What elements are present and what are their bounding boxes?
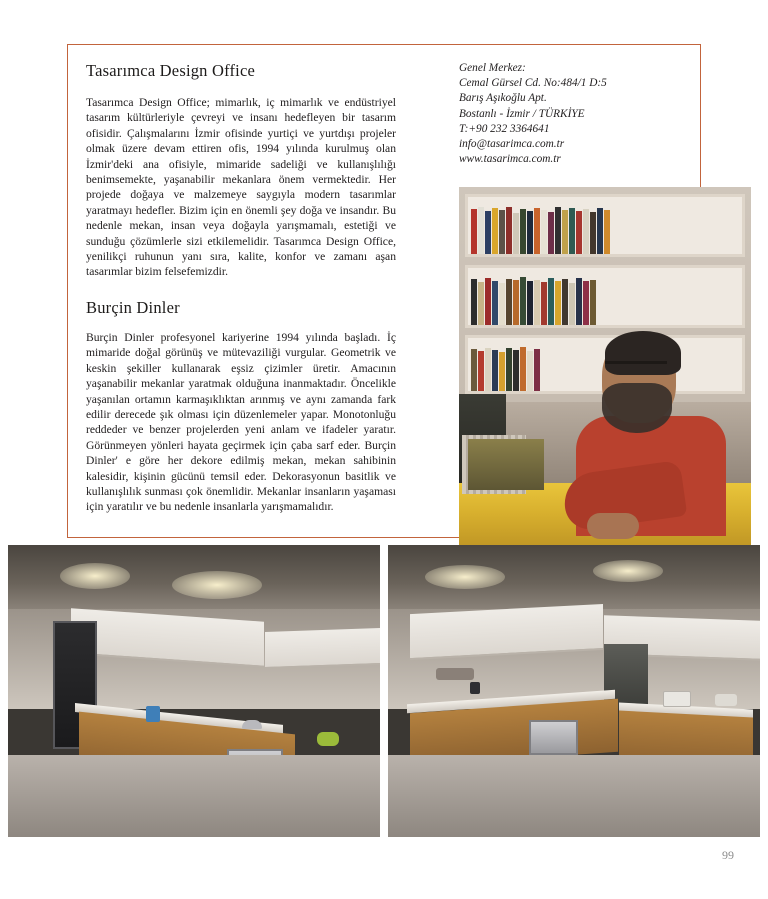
page-number: 99: [722, 848, 734, 862]
ceiling-light: [172, 571, 262, 599]
ceiling-light: [593, 560, 663, 582]
cookware: [242, 720, 262, 729]
upper-cabinets: [265, 628, 380, 669]
built-in-oven: [529, 720, 577, 755]
left-text-column: [86, 61, 396, 515]
person-hand: [587, 513, 639, 539]
microwave: [663, 691, 691, 707]
bookshelf-row: [465, 265, 745, 328]
faucet: [470, 682, 480, 694]
person-beard: [602, 383, 672, 433]
book-group: [468, 276, 742, 325]
contact-address-3: Bostanlı - İzmir / TÜRKİYE: [459, 107, 585, 120]
contact-block: [459, 61, 689, 167]
company-body: Tasarımca Design Office; mimarlık, iç mimarlık ve endüstriyel tasarım kültürleriyle çevreyi ve insanı hedefleyen bir tasarım ofisidir. Çalışmalarını İzmir ofisinde yurtiçi ve yurtdışı projeler olmak üzere devam ettiren ofis, 1994 yılında kurulmuş olan İzmir'deki ana ofisiyle, mimaride sadeliği ve kullanışlılığı benimsemekte, yaşanabilir mekanlara önem vermektedir. Her projede doğaya ve malzemeye saygıyla modern tasarımlar yaratmayı hedefler. Bizim için en önemli şey doğa ve insandır. Bu nedenle mekan, insan veya doğayla yarışmamalı, estetiği ve sunduğu çözümlerle sizi etkilemelidir. Tasarımca Design Office, yenilikçi ruhunun yanı sıra, kalite, konfor ve zamanı aşan tasarımlar bizim felsefemizdir.: [86, 96, 396, 279]
ceiling-light: [60, 563, 130, 589]
contact-phone: T:+90 232 3364641: [459, 122, 550, 135]
eyeglasses-icon: [605, 361, 667, 374]
contact-address-2: Barış Aşıkoğlu Apt.: [459, 92, 547, 105]
bookshelf-row: [465, 194, 745, 257]
floor: [388, 755, 760, 837]
dish-stack: [715, 694, 737, 706]
person-title: Burçin Dinler: [86, 297, 180, 317]
kettle: [146, 706, 160, 722]
kitchen-left-image: [8, 545, 380, 837]
company-title: Tasarımca Design Office: [86, 61, 255, 80]
contact-address-1: Cemal Gürsel Cd. No:484/1 D:5: [459, 77, 607, 90]
fruit-bowl: [317, 732, 339, 746]
text-panel: [67, 44, 701, 538]
contact-website[interactable]: www.tasarimca.com.tr: [459, 153, 561, 166]
contact-label: Genel Merkez:: [459, 62, 526, 74]
designer-portrait-image: [459, 187, 751, 557]
kitchen-right-image: [388, 545, 760, 837]
book-group: [468, 205, 742, 254]
contact-email[interactable]: info@tasarimca.com.tr: [459, 138, 565, 151]
person-body: Burçin Dinler profesyonel kariyerine 1994 yılında başladı. İç mimaride doğal görünüş ve mütevaziliği vurgular. Geometrik ve keskin şekiller kullanarak eşsiz çizimler üretir. Amacının yaşanabilir mekanlar yaratmak olduğuna inanmaktadır. Öncelikle yaşanılan ortamın karmaşıklıktan arınmış ve aynı zamanda fark edilir derecede şık olması için düzenlemeler yapar. Monotonluğu reddeder ve benzer projelerden yeni anlam ve ifadeler yaratır. Görünmeyen yönleri hayata geçirmek için çaba sarf eder. Burçin Dinler' e göre her dekore edilmiş mekan, mekan sahibinin kalesidir, kişinin gücünü temsil eder. Dekorasyonun basitlik ve kullanışlılık sunması çok önemlidir. Mekanlar insanların yaşaması için yaratılır ve bu nedenle insanlarla yarışmamalıdır.: [86, 330, 396, 514]
utensil-rail: [436, 668, 474, 680]
desk-clutter: [468, 439, 544, 491]
floor: [8, 755, 380, 837]
